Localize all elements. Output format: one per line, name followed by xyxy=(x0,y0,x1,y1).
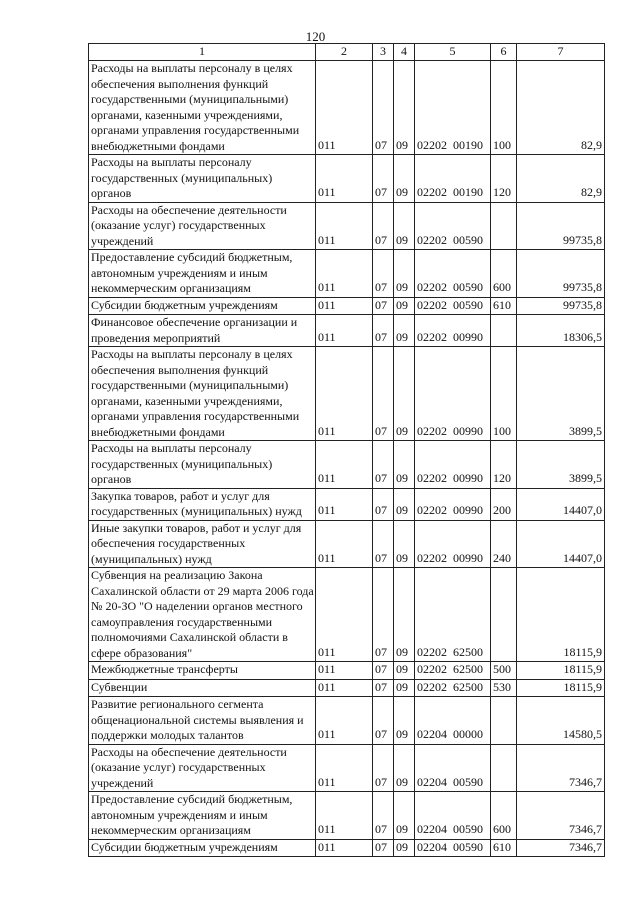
ministry-code-cell: 011 xyxy=(316,155,373,203)
amount-cell: 14407,0 xyxy=(517,520,605,568)
column-header: 2 xyxy=(316,44,373,61)
amount-cell: 14407,0 xyxy=(517,488,605,520)
amount-cell: 82,9 xyxy=(517,61,605,155)
expense-type-cell: 530 xyxy=(491,679,517,697)
section-code-cell: 07 xyxy=(373,250,394,298)
ministry-code-cell: 011 xyxy=(316,315,373,347)
expense-type-cell: 610 xyxy=(491,839,517,857)
section-code-cell: 07 xyxy=(373,697,394,745)
table-header-row xyxy=(89,44,605,61)
subsection-code-cell: 09 xyxy=(394,520,415,568)
expense-type-cell: 120 xyxy=(491,441,517,489)
target-article-cell: 02204 00000 xyxy=(415,697,491,745)
subsection-code-cell: 09 xyxy=(394,347,415,441)
expense-name-cell: Межбюджетные трансферты xyxy=(89,662,316,680)
amount-cell: 99735,8 xyxy=(517,202,605,250)
ministry-code-cell: 011 xyxy=(316,250,373,298)
table-row xyxy=(89,155,605,203)
section-code-cell: 07 xyxy=(373,488,394,520)
column-header: 7 xyxy=(517,44,605,61)
subsection-code-cell: 09 xyxy=(394,792,415,840)
expense-type-cell: 500 xyxy=(491,662,517,680)
section-code-cell: 07 xyxy=(373,441,394,489)
target-article-cell: 02202 00590 xyxy=(415,250,491,298)
table-row xyxy=(89,662,605,680)
table-row xyxy=(89,441,605,489)
subsection-code-cell: 09 xyxy=(394,697,415,745)
expense-name-cell: Закупка товаров, работ и услуг для государственных (муниципальных) нужд xyxy=(89,488,316,520)
expense-name-cell: Расходы на обеспечение деятельности (оказание услуг) государственных учреждений xyxy=(89,744,316,792)
expense-type-cell: 600 xyxy=(491,250,517,298)
expense-type-cell: 100 xyxy=(491,61,517,155)
amount-cell: 18115,9 xyxy=(517,679,605,697)
expense-type-cell: 610 xyxy=(491,297,517,315)
section-code-cell: 07 xyxy=(373,155,394,203)
target-article-cell: 02202 00590 xyxy=(415,202,491,250)
expense-name-cell: Субсидии бюджетным учреждениям xyxy=(89,297,316,315)
subsection-code-cell: 09 xyxy=(394,662,415,680)
section-code-cell: 07 xyxy=(373,347,394,441)
amount-cell: 18115,9 xyxy=(517,568,605,662)
amount-cell: 3899,5 xyxy=(517,347,605,441)
target-article-cell: 02202 00990 xyxy=(415,488,491,520)
section-code-cell: 07 xyxy=(373,297,394,315)
section-code-cell: 07 xyxy=(373,744,394,792)
target-article-cell: 02204 00590 xyxy=(415,839,491,857)
expense-name-cell: Расходы на выплаты персоналу государственных (муниципальных) органов xyxy=(89,441,316,489)
expense-name-cell: Предоставление субсидий бюджетным, автономным учреждениям и иным некоммерческим организациям xyxy=(89,792,316,840)
target-article-cell: 02202 00990 xyxy=(415,441,491,489)
section-code-cell: 07 xyxy=(373,792,394,840)
table-row xyxy=(89,568,605,662)
column-header: 5 xyxy=(415,44,491,61)
amount-cell: 7346,7 xyxy=(517,792,605,840)
expense-type-cell: 200 xyxy=(491,488,517,520)
ministry-code-cell: 011 xyxy=(316,744,373,792)
amount-cell: 7346,7 xyxy=(517,839,605,857)
ministry-code-cell: 011 xyxy=(316,202,373,250)
table-row xyxy=(89,250,605,298)
subsection-code-cell: 09 xyxy=(394,250,415,298)
expense-type-cell xyxy=(491,202,517,250)
amount-cell: 18306,5 xyxy=(517,315,605,347)
table-row xyxy=(89,697,605,745)
expense-name-cell: Развитие регионального сегмента общенациональной системы выявления и поддержки молодых талантов xyxy=(89,697,316,745)
expense-type-cell: 120 xyxy=(491,155,517,203)
expense-type-cell xyxy=(491,568,517,662)
ministry-code-cell: 011 xyxy=(316,679,373,697)
table-row xyxy=(89,202,605,250)
table-row xyxy=(89,520,605,568)
page-number: 120 xyxy=(305,29,326,44)
section-code-cell: 07 xyxy=(373,568,394,662)
ministry-code-cell: 011 xyxy=(316,792,373,840)
column-header: 6 xyxy=(491,44,517,61)
table-row xyxy=(89,315,605,347)
amount-cell: 7346,7 xyxy=(517,744,605,792)
ministry-code-cell: 011 xyxy=(316,441,373,489)
expense-name-cell: Расходы на обеспечение деятельности (оказание услуг) государственных учреждений xyxy=(89,202,316,250)
expense-type-cell xyxy=(491,315,517,347)
section-code-cell: 07 xyxy=(373,520,394,568)
ministry-code-cell: 011 xyxy=(316,61,373,155)
target-article-cell: 02204 00590 xyxy=(415,744,491,792)
expense-name-cell: Субвенции xyxy=(89,679,316,697)
section-code-cell: 07 xyxy=(373,839,394,857)
section-code-cell: 07 xyxy=(373,662,394,680)
target-article-cell: 02202 62500 xyxy=(415,568,491,662)
section-code-cell: 07 xyxy=(373,61,394,155)
table-row xyxy=(89,297,605,315)
subsection-code-cell: 09 xyxy=(394,202,415,250)
table-body xyxy=(89,61,605,857)
amount-cell: 99735,8 xyxy=(517,297,605,315)
expense-name-cell: Субсидии бюджетным учреждениям xyxy=(89,839,316,857)
table-row xyxy=(89,488,605,520)
expense-type-cell xyxy=(491,697,517,745)
ministry-code-cell: 011 xyxy=(316,662,373,680)
target-article-cell: 02204 00590 xyxy=(415,792,491,840)
ministry-code-cell: 011 xyxy=(316,839,373,857)
subsection-code-cell: 09 xyxy=(394,568,415,662)
subsection-code-cell: 09 xyxy=(394,61,415,155)
column-header: 1 xyxy=(89,44,316,61)
target-article-cell: 02202 00990 xyxy=(415,520,491,568)
subsection-code-cell: 09 xyxy=(394,679,415,697)
amount-cell: 82,9 xyxy=(517,155,605,203)
expense-name-cell: Финансовое обеспечение организации и проведения мероприятий xyxy=(89,315,316,347)
subsection-code-cell: 09 xyxy=(394,155,415,203)
table-row xyxy=(89,744,605,792)
target-article-cell: 02202 00190 xyxy=(415,155,491,203)
target-article-cell: 02202 00990 xyxy=(415,315,491,347)
ministry-code-cell: 011 xyxy=(316,568,373,662)
section-code-cell: 07 xyxy=(373,315,394,347)
amount-cell: 14580,5 xyxy=(517,697,605,745)
expense-type-cell xyxy=(491,744,517,792)
expense-type-cell: 100 xyxy=(491,347,517,441)
expense-name-cell: Субвенция на реализацию Закона Сахалинской области от 29 марта 2006 года № 20-ЗО "О наделении органов местного самоуправления государственными полномочиями Сахалинской области в сфере образования" xyxy=(89,568,316,662)
expense-name-cell: Иные закупки товаров, работ и услуг для обеспечения государственных (муниципальных) нужд xyxy=(89,520,316,568)
subsection-code-cell: 09 xyxy=(394,488,415,520)
ministry-code-cell: 011 xyxy=(316,520,373,568)
target-article-cell: 02202 62500 xyxy=(415,679,491,697)
target-article-cell: 02202 00190 xyxy=(415,61,491,155)
ministry-code-cell: 011 xyxy=(316,347,373,441)
table-row xyxy=(89,61,605,155)
expense-name-cell: Расходы на выплаты персоналу государственных (муниципальных) органов xyxy=(89,155,316,203)
target-article-cell: 02202 00990 xyxy=(415,347,491,441)
table-row xyxy=(89,347,605,441)
ministry-code-cell: 011 xyxy=(316,297,373,315)
section-code-cell: 07 xyxy=(373,679,394,697)
table-row xyxy=(89,679,605,697)
ministry-code-cell: 011 xyxy=(316,488,373,520)
section-code-cell: 07 xyxy=(373,202,394,250)
amount-cell: 3899,5 xyxy=(517,441,605,489)
expense-name-cell: Предоставление субсидий бюджетным, автономным учреждениям и иным некоммерческим организациям xyxy=(89,250,316,298)
column-header: 4 xyxy=(394,44,415,61)
subsection-code-cell: 09 xyxy=(394,315,415,347)
expense-type-cell: 600 xyxy=(491,792,517,840)
subsection-code-cell: 09 xyxy=(394,839,415,857)
subsection-code-cell: 09 xyxy=(394,744,415,792)
target-article-cell: 02202 62500 xyxy=(415,662,491,680)
column-header: 3 xyxy=(373,44,394,61)
expense-type-cell: 240 xyxy=(491,520,517,568)
table-row xyxy=(89,839,605,857)
amount-cell: 18115,9 xyxy=(517,662,605,680)
expense-name-cell: Расходы на выплаты персоналу в целях обеспечения выполнения функций государственными (муниципальными) органами, казенными учреждениями, органами управления государственными внебюджетными фондами xyxy=(89,61,316,155)
budget-table xyxy=(88,43,605,857)
ministry-code-cell: 011 xyxy=(316,697,373,745)
subsection-code-cell: 09 xyxy=(394,441,415,489)
subsection-code-cell: 09 xyxy=(394,297,415,315)
amount-cell: 99735,8 xyxy=(517,250,605,298)
expense-name-cell: Расходы на выплаты персоналу в целях обеспечения выполнения функций государственными (муниципальными) органами, казенными учреждениями, органами управления государственными внебюджетными фондами xyxy=(89,347,316,441)
target-article-cell: 02202 00590 xyxy=(415,297,491,315)
table-row xyxy=(89,792,605,840)
